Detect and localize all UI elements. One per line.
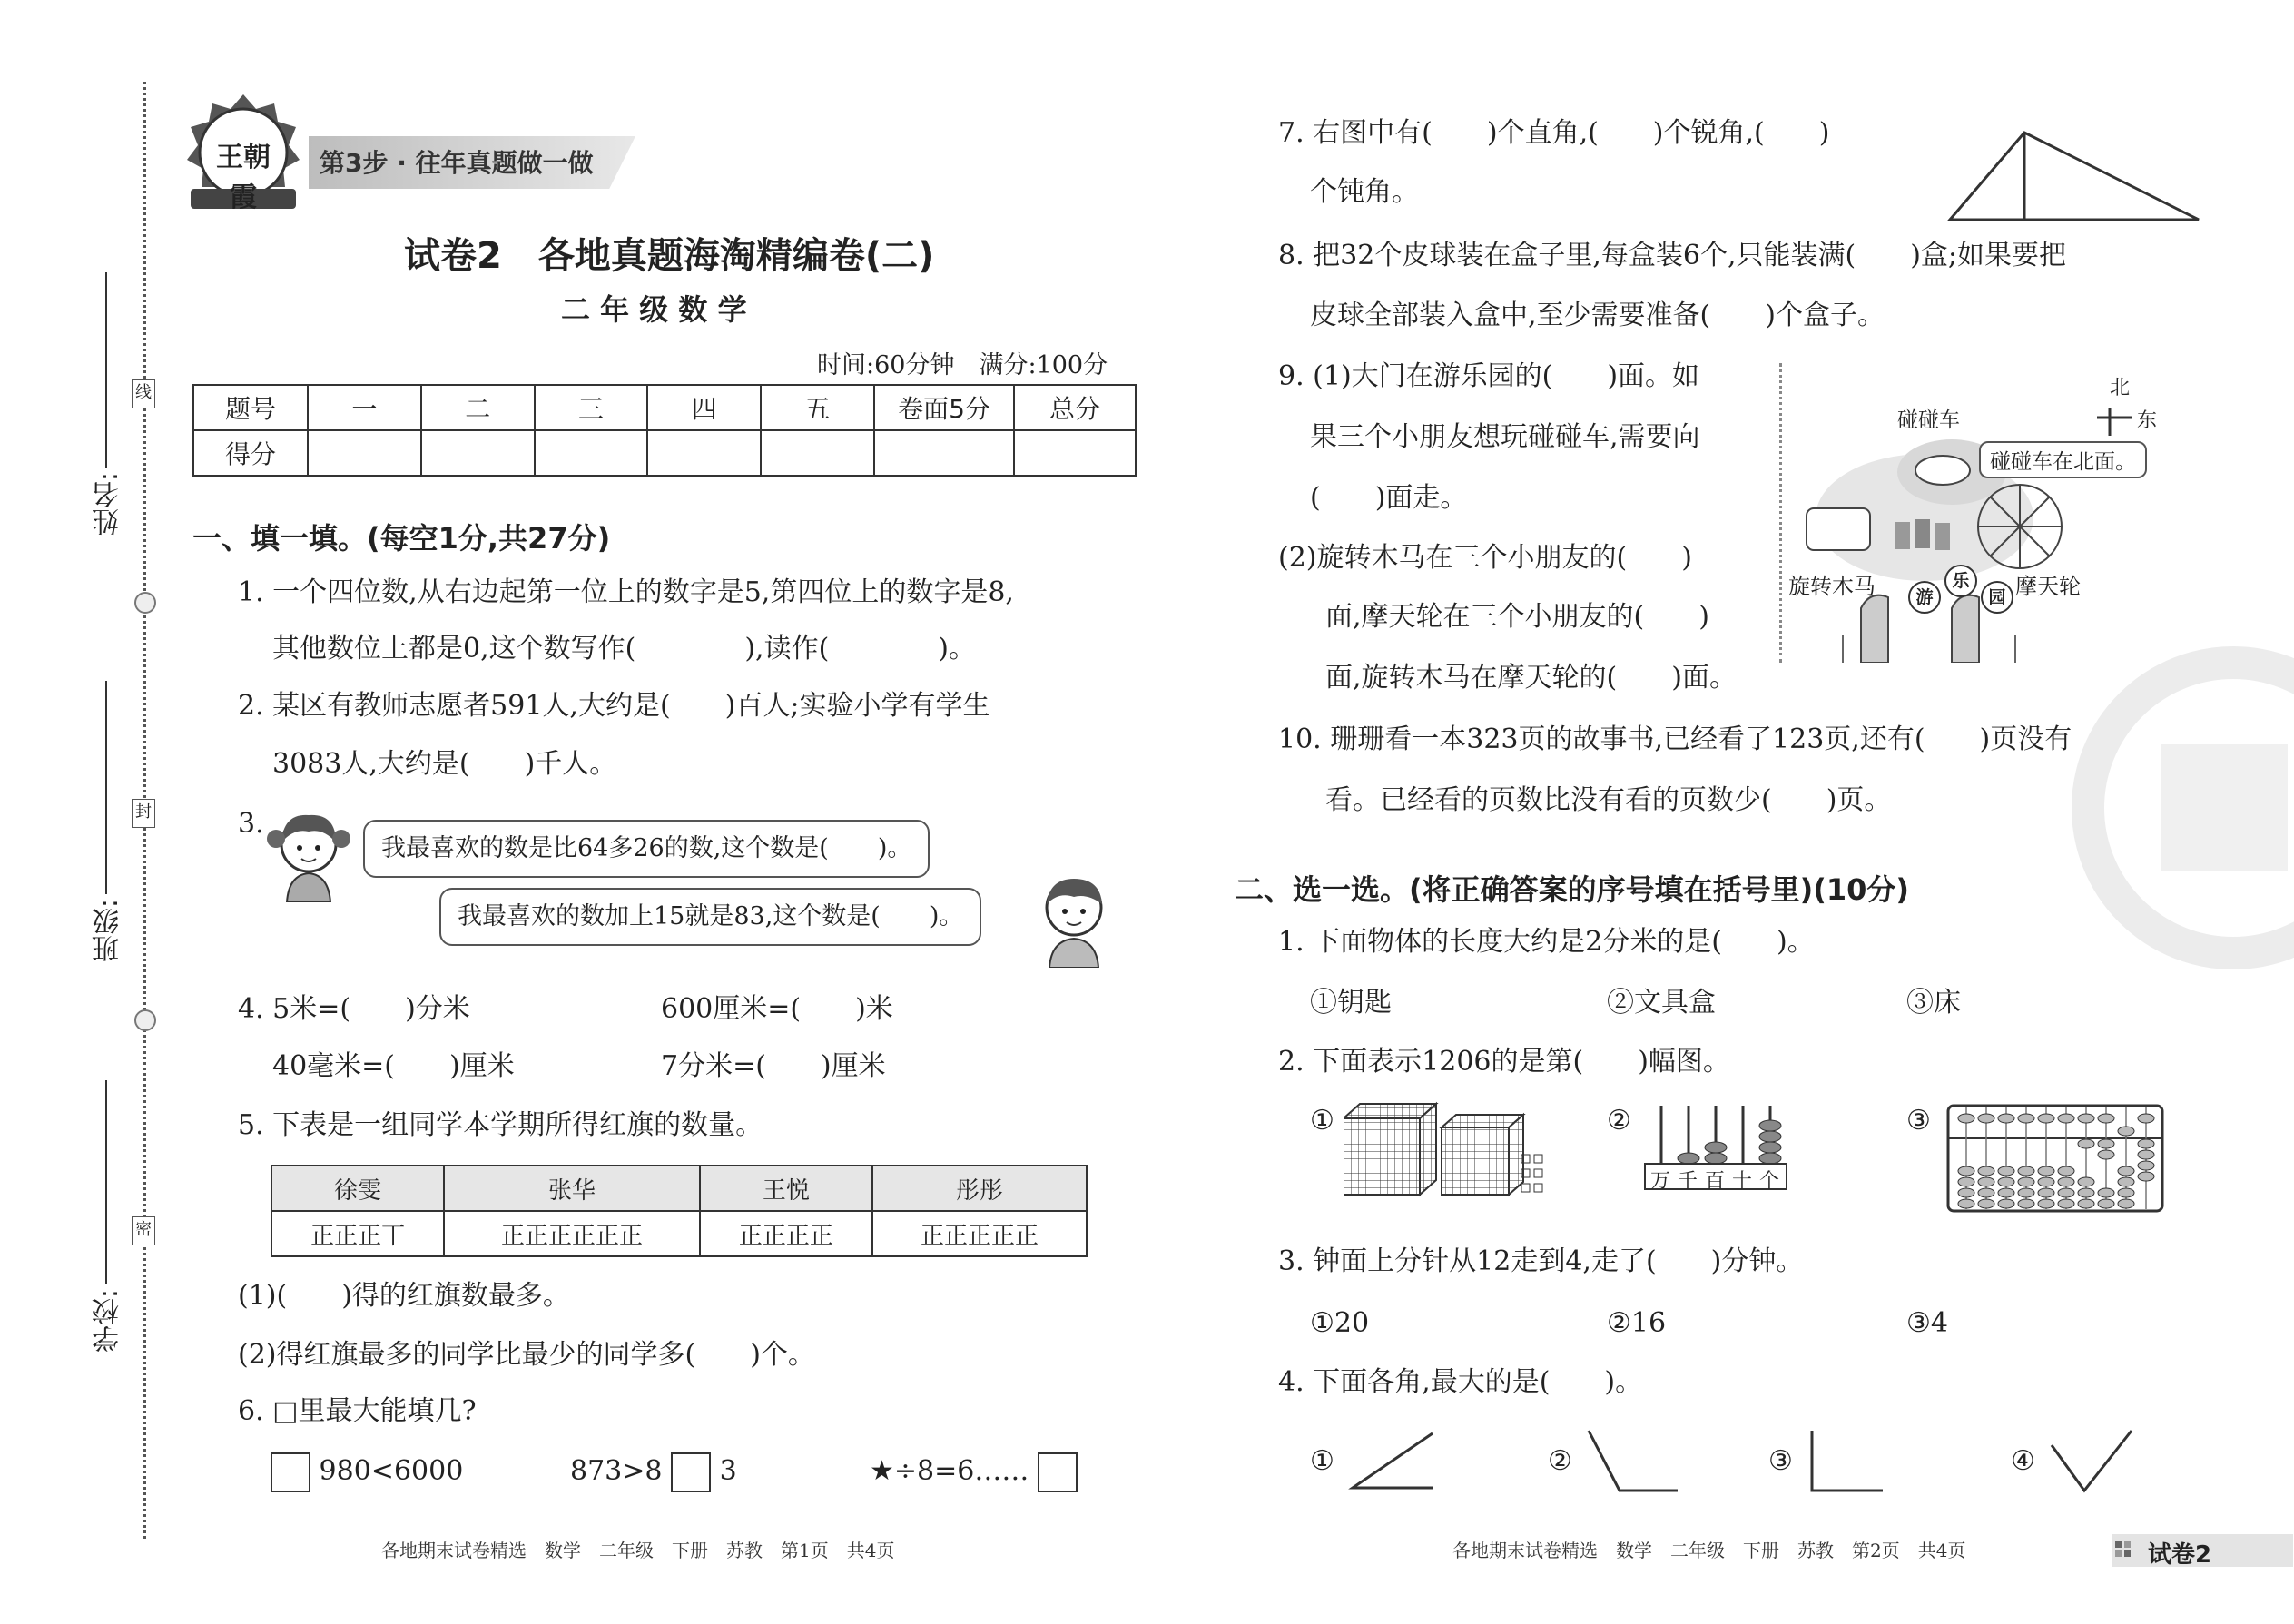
q9-2-line1: (2)旋转木马在三个小朋友的( ) [1278,542,1692,574]
s2-q4-mark1[interactable]: ① [1310,1445,1334,1477]
s2-q2-mark2[interactable]: ② [1607,1105,1631,1137]
s2-q2-mark3[interactable]: ③ [1906,1105,1931,1137]
school-label: 学校: [93,1289,124,1353]
logo-text: 王朝霞 [216,142,271,213]
q6-text: 6. □里最大能填几? [238,1395,477,1427]
score-input-cell[interactable] [874,430,1014,476]
gate-char: 园 [1981,581,2013,614]
s2-q4-mark2[interactable]: ② [1548,1445,1572,1477]
score-value-row [193,430,1136,476]
boy-illustration [1033,870,1115,968]
q6-item-b [570,1452,737,1492]
score-table [192,384,1137,477]
q2-line1: 2. 某区有教师志愿者591人,大约是( )百人;实验小学有学生 [238,690,990,722]
triangle-figure [1943,127,2206,231]
q1-line1: 1. 一个四位数,从右边起第一位上的数字是5,第四位上的数字是8, [238,576,1014,608]
angle-figure-1 [1347,1430,1438,1497]
q6-item-a [271,1452,463,1492]
counting-rod-abacus [1643,1100,1797,1195]
brand-logo [180,91,307,218]
amusement-park-map [1788,363,2170,663]
s2-q1-opt1[interactable]: ①钥匙 [1310,987,1392,1019]
compass-east: 东 [2137,409,2158,432]
q5-text: 5. 下表是一组同学本学期所得红旗的数量。 [238,1109,763,1141]
class-line [105,681,107,894]
gate-char: 乐 [1944,565,1977,597]
seal-char-line: 线 [132,379,155,408]
flag-table [271,1165,1088,1257]
blank-box[interactable] [1038,1452,1078,1492]
s2-q3-opt3[interactable]: ③4 [1906,1307,1948,1339]
gate-char: 游 [1908,581,1941,614]
score-header-row [193,385,1136,430]
s2-q1: 1. 下面物体的长度大约是2分米的是( )。 [1278,926,1815,958]
q8-line1: 8. 把32个皮球装在盒子里,每盒装6个,只能装满( )盒;如果要把 [1278,240,2067,271]
s2-q2: 2. 下面表示1206的是第( )幅图。 [1278,1046,1730,1078]
footer-right: 各地期末试卷精选 数学 二年级 下册 苏教 第2页 共4页 [1452,1540,1966,1561]
score-cell: 三 [535,385,648,430]
carousel-label: 旋转木马 [1788,574,1876,599]
q9-1-line2: 果三个小朋友想玩碰碰车,需要向 [1310,421,1700,453]
watermark-seal [2061,635,2294,980]
score-input-cell[interactable] [1014,430,1136,476]
q6-item-c [870,1452,1078,1492]
q6-expr-b2: 3 [719,1455,737,1487]
flag-names-row [271,1166,1087,1211]
ferris-wheel-label: 摩天轮 [2015,574,2081,599]
seal-char-seal: 封 [132,799,155,828]
speech-bubble-boy: 我最喜欢的数加上15就是83,这个数是( )。 [439,888,981,946]
flag-name-cell: 彤彤 [872,1166,1087,1211]
q9-2-line3: 面,旋转木马在摩天轮的( )面。 [1325,662,1737,694]
q4-part-b: 600厘米=( )米 [661,993,893,1025]
map-divider [1779,363,1785,663]
speech-bubble-girl: 我最喜欢的数是比64多26的数,这个数是( )。 [363,820,930,878]
s2-q4: 4. 下面各角,最大的是( )。 [1278,1366,1643,1398]
bead-abacus [1946,1104,2164,1216]
tag-squares-icon [2115,1540,2139,1560]
s2-q3-opt1[interactable]: ①20 [1310,1307,1370,1339]
score-cell: 二 [421,385,535,430]
blank-box[interactable] [671,1452,711,1492]
q10-line2: 看。已经看的页数比没有看的页数少( )页。 [1325,784,1892,816]
score-cell: 总分 [1014,385,1136,430]
q6-expr-b1: 873>8 [570,1455,663,1487]
class-label: 班级: [93,899,124,963]
base-ten-blocks [1344,1100,1561,1222]
s2-q4-mark4[interactable]: ④ [2011,1445,2035,1477]
score-input-cell[interactable] [308,430,421,476]
compass-north: 北 [2110,377,2131,399]
score-input-cell[interactable] [535,430,648,476]
score-input-cell[interactable] [761,430,874,476]
q4-part-a: 4. 5米=( )分米 [238,993,470,1025]
paper-subtitle: 二 年 级 数 学 [561,292,747,327]
q3-number: 3. [238,808,264,840]
s2-q3: 3. 钟面上分针从12走到4,走了( )分钟。 [1278,1245,1804,1277]
flag-name-cell: 王悦 [700,1166,872,1211]
flag-tally-cell: 正正正正正 [872,1211,1087,1256]
blank-box[interactable] [271,1452,310,1492]
flag-tally-cell: 正正正丅 [271,1211,444,1256]
score-cell: 题号 [193,385,308,430]
score-label: 得分 [193,430,308,476]
seal-char-secret: 密 [132,1216,155,1245]
q5-sub1: (1)( )得的红旗数最多。 [238,1280,570,1312]
paper-tag: 试卷2 [2148,1541,2212,1569]
flag-tally-cell: 正正正正正正 [444,1211,700,1256]
flag-name-cell: 徐雯 [271,1166,444,1211]
s2-q2-mark1[interactable]: ① [1310,1105,1334,1137]
binding-hole [134,592,156,614]
score-cell: 五 [761,385,874,430]
flag-name-cell: 张华 [444,1166,700,1211]
q9-1-line3: ( )面走。 [1310,482,1468,514]
q9-2-line2: 面,摩天轮在三个小朋友的( ) [1325,601,1709,633]
flag-tally-cell: 正正正正 [700,1211,872,1256]
q10-line1: 10. 珊珊看一本323页的故事书,已经看了123页,还有( )页没有 [1278,723,2072,755]
q7-line2: 个钝角。 [1310,176,1419,208]
q6-expr-a: 980<6000 [319,1455,464,1487]
s2-q3-opt2[interactable]: ②16 [1607,1307,1667,1339]
q2-line2: 3083人,大约是( )千人。 [272,748,617,780]
score-cell: 卷面5分 [874,385,1014,430]
paper-title: 试卷2 各地真题海淘精编卷(二) [404,235,935,277]
section1-heading: 一、填一填。(每空1分,共27分) [192,521,611,556]
q6-expr-c: ★÷8=6…… [870,1455,1029,1487]
score-input-cell[interactable] [647,430,761,476]
q9-1-line1: 9. (1)大门在游乐园的( )面。如 [1278,360,1700,392]
flag-tally-row [271,1211,1087,1256]
q1-line2: 其他数位上都是0,这个数写作( ),读作( )。 [272,633,976,664]
q5-sub2: (2)得红旗最多的同学比最少的同学多( )个。 [238,1339,815,1371]
score-cell: 四 [647,385,761,430]
name-label: 姓名: [93,472,124,536]
name-line [105,272,107,468]
angle-figure-2 [1583,1427,1683,1500]
s2-q1-opt3[interactable]: ③床 [1906,987,1961,1019]
q7-line1: 7. 右图中有( )个直角,( )个锐角,( ) [1278,117,1830,149]
school-line [105,1080,107,1284]
abacus-place-labels: 万千百十个 [1650,1170,1787,1193]
score-input-cell[interactable] [421,430,535,476]
footer-left: 各地期末试卷精选 数学 二年级 下册 苏教 第1页 共4页 [381,1540,895,1561]
q4-part-d: 7分米=( )厘米 [661,1050,886,1082]
score-cell: 一 [308,385,421,430]
q8-line2: 皮球全部装入盒中,至少需要准备( )个盒子。 [1310,300,1885,331]
s2-q1-opt2[interactable]: ②文具盒 [1607,987,1716,1019]
angle-figure-3 [1807,1427,1888,1500]
s2-q4-mark3[interactable]: ③ [1768,1445,1793,1477]
q4-part-c: 40毫米=( )厘米 [272,1050,515,1082]
girl-illustration [265,808,352,902]
angle-figure-4 [2046,1427,2137,1500]
map-speech-bubble: 碰碰车在北面。 [1979,441,2147,478]
step-label: 第3步 · 往年真题做一做 [320,148,594,178]
time-score-info: 时间:60分钟 满分:100分 [817,351,1108,379]
binding-hole [134,1009,156,1031]
bumper-car-label: 碰碰车 [1897,408,1960,432]
section2-heading: 二、选一选。(将正确答案的序号填在括号里)(10分) [1235,872,1910,907]
